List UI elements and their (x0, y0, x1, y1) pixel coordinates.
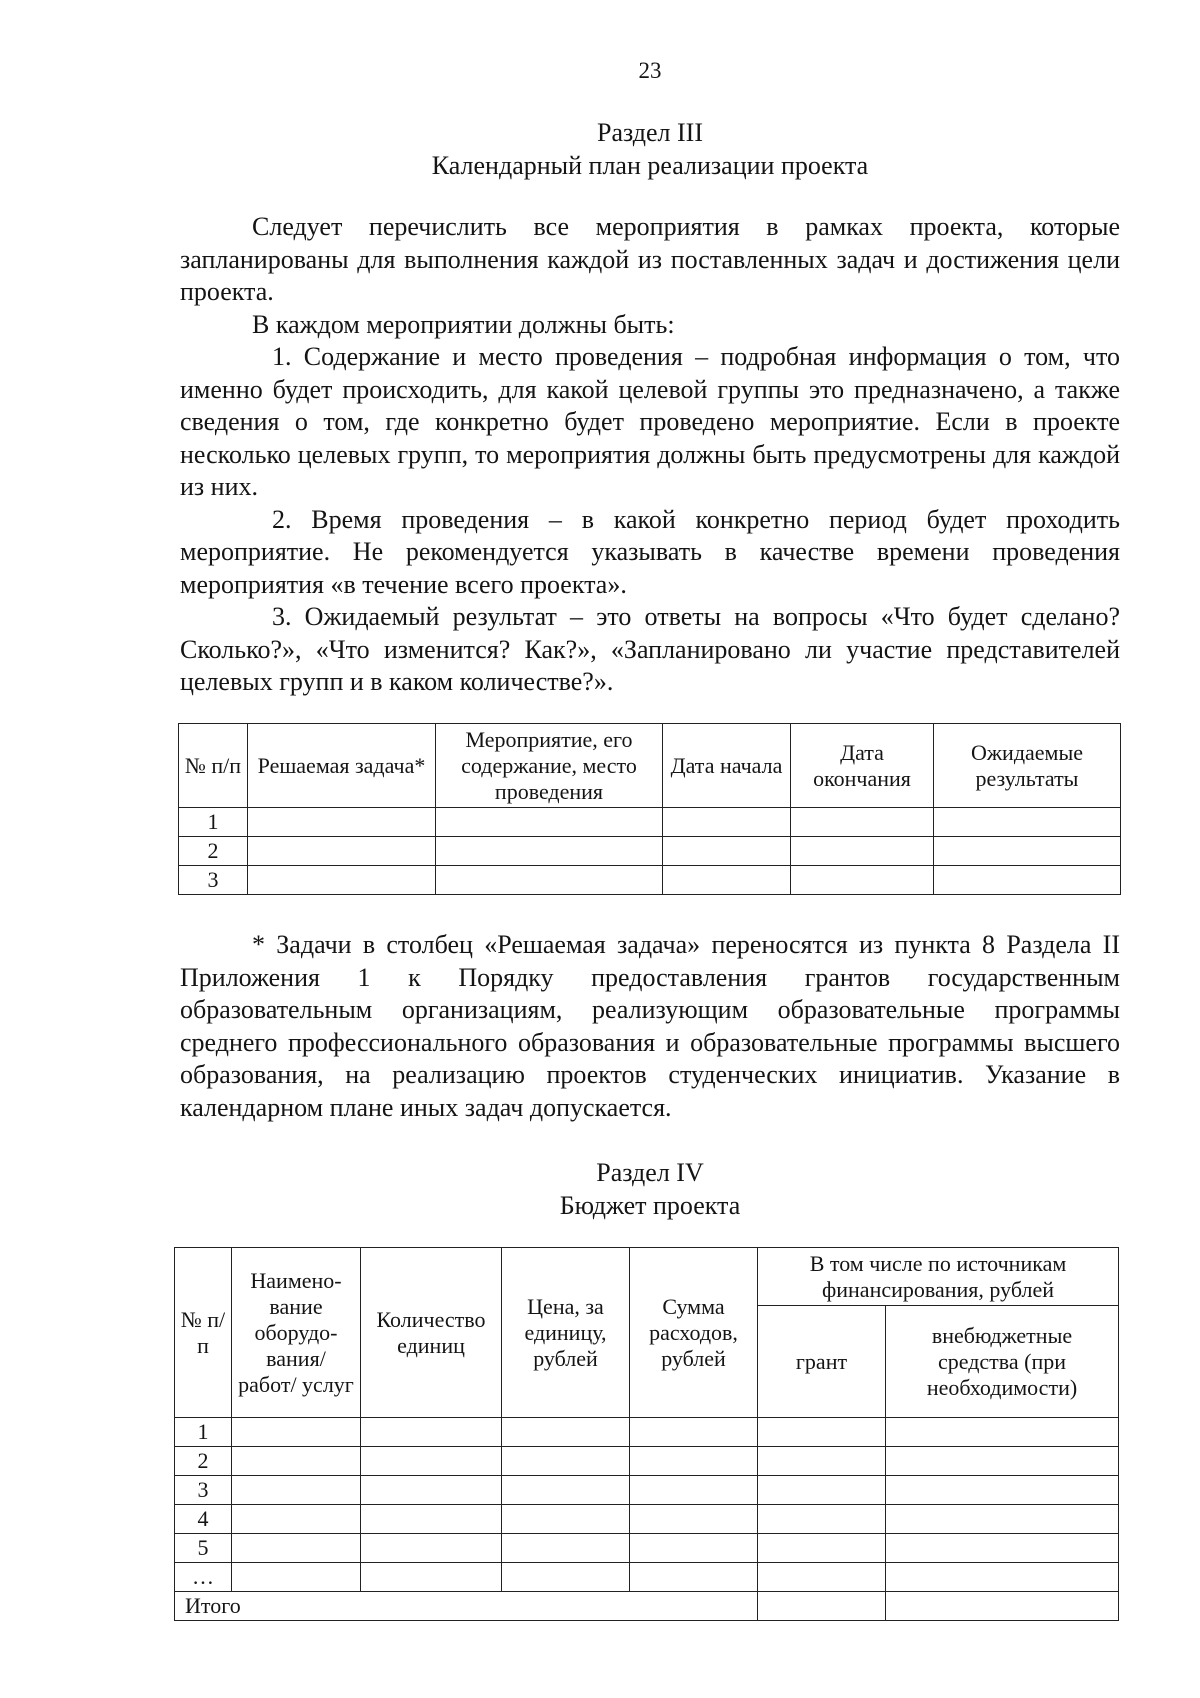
header-start-date: Дата начала (663, 724, 791, 808)
table-cell (436, 837, 663, 866)
row-number: 3 (179, 866, 248, 895)
total-row (175, 1592, 1119, 1621)
table-cell (361, 1534, 502, 1563)
table-cell (232, 1534, 361, 1563)
table-cell (436, 808, 663, 837)
table-cell (248, 866, 436, 895)
table-cell (758, 1476, 886, 1505)
header-event: Мероприятие, его содержание, место проведения (436, 724, 663, 808)
table-cell (934, 808, 1121, 837)
row-number: 5 (175, 1534, 232, 1563)
row-number: 3 (175, 1476, 232, 1505)
table-cell (934, 837, 1121, 866)
table-cell (630, 1447, 758, 1476)
total-label: Итого (175, 1592, 758, 1621)
section-4-title: Раздел IV (596, 1158, 704, 1187)
table-cell (502, 1505, 630, 1534)
table-cell (663, 837, 791, 866)
footnote-block (180, 929, 1120, 1124)
table-cell (630, 1505, 758, 1534)
table-cell (886, 1418, 1119, 1447)
table-cell (886, 1563, 1119, 1592)
header-funding-sources: В том числе по источникам финансирования, рублей (758, 1248, 1119, 1306)
table-cell (361, 1418, 502, 1447)
table-cell (248, 808, 436, 837)
table-cell (758, 1592, 886, 1621)
table-cell (630, 1563, 758, 1592)
calendar-plan-table (178, 723, 1121, 895)
table-cell (502, 1476, 630, 1505)
paragraph-item-1: 1. Содержание и место проведения – подробная информация о том, что именно будет происходить, для какой целевой группы это предназначено, а также сведения о том, где конкретно будет проведено мероприятие. Если в проекте несколько целевых групп, то мероприятия должны быть предусмотрены для каждой из них. (180, 342, 1120, 501)
table-cell (791, 808, 934, 837)
table-row (175, 1476, 1119, 1505)
row-number: 1 (179, 808, 248, 837)
row-number: 1 (175, 1418, 232, 1447)
header-item-name: Наимено-вание оборудо-вания/ работ/ услуг (232, 1248, 361, 1418)
table-header-row (175, 1248, 1119, 1306)
section-4-subtitle: Бюджет проекта (559, 1191, 741, 1220)
row-number: 2 (179, 837, 248, 866)
paragraph-item-3: 3. Ожидаемый результат – это ответы на вопросы «Что будет сделано? Сколько?», «Что изменится? Как?», «Запланировано ли участие представителей целевых групп и в каком количестве?». (180, 602, 1120, 696)
table-cell (630, 1534, 758, 1563)
table-cell (791, 866, 934, 895)
table-cell (630, 1476, 758, 1505)
table-cell (361, 1476, 502, 1505)
table-cell (361, 1447, 502, 1476)
table-row (179, 837, 1121, 866)
header-quantity: Количество единиц (361, 1248, 502, 1418)
table-cell (758, 1447, 886, 1476)
table-row (175, 1534, 1119, 1563)
table-cell (502, 1563, 630, 1592)
table-row (175, 1563, 1119, 1592)
table-cell (502, 1534, 630, 1563)
table-cell (232, 1447, 361, 1476)
table-cell (663, 866, 791, 895)
header-number: № п/п (175, 1248, 232, 1418)
header-extra-budget: внебюджетные средства (при необходимости) (886, 1306, 1119, 1418)
section-3-title: Раздел III (596, 118, 704, 147)
table-row (179, 866, 1121, 895)
row-number: … (175, 1563, 232, 1592)
row-number: 4 (175, 1505, 232, 1534)
table-cell (886, 1447, 1119, 1476)
table-cell (886, 1592, 1119, 1621)
table-cell (232, 1505, 361, 1534)
row-number: 2 (175, 1447, 232, 1476)
table-cell (232, 1418, 361, 1447)
header-grant: грант (758, 1306, 886, 1418)
budget-table (174, 1247, 1119, 1621)
table-cell (361, 1563, 502, 1592)
table-cell (232, 1563, 361, 1592)
table-row (175, 1418, 1119, 1447)
table-cell (886, 1476, 1119, 1505)
header-results: Ожидаемые результаты (934, 724, 1121, 808)
table-row (175, 1505, 1119, 1534)
table-cell (248, 837, 436, 866)
header-total-cost: Сумма расходов, рублей (630, 1248, 758, 1418)
section-3-body (180, 211, 1120, 699)
table-cell (630, 1418, 758, 1447)
section-3-subtitle: Календарный план реализации проекта (431, 151, 869, 180)
table-cell (758, 1534, 886, 1563)
table-cell (663, 808, 791, 837)
table-row (175, 1447, 1119, 1476)
footnote: * Задачи в столбец «Решаемая задача» переносятся из пункта 8 Раздела II Приложения 1 к Порядку предоставления грантов государственным образовательным организациям, реализующим образовательные программы среднего профессионального образования и образовательные программы высшего образования, на реализацию проектов студенческих инициатив. Указание в календарном плане иных задач допускается. (180, 930, 1120, 1122)
table-cell (934, 866, 1121, 895)
table-cell (502, 1447, 630, 1476)
table-header-row (179, 724, 1121, 808)
header-end-date: Дата окончания (791, 724, 934, 808)
table-cell (886, 1505, 1119, 1534)
table-cell (758, 1563, 886, 1592)
table-cell (758, 1505, 886, 1534)
table-cell (758, 1418, 886, 1447)
paragraph-item-2: 2. Время проведения – в какой конкретно период будет проходить мероприятие. Не рекомендуется указывать в качестве времени проведения мероприятия «в течение всего проекта». (180, 504, 1120, 599)
header-unit-price: Цена, за единицу, рублей (502, 1248, 630, 1418)
page-number: 23 (638, 58, 662, 83)
table-cell (791, 837, 934, 866)
table-row (179, 808, 1121, 837)
table-cell (361, 1505, 502, 1534)
header-task: Решаемая задача* (248, 724, 436, 808)
table-cell (436, 866, 663, 895)
table-cell (232, 1476, 361, 1505)
table-cell (886, 1534, 1119, 1563)
header-number: № п/п (179, 724, 248, 808)
table-cell (502, 1418, 630, 1447)
paragraph-requirements: В каждом мероприятии должны быть: (252, 309, 675, 339)
paragraph-intro: Следует перечислить все мероприятия в рамках проекта, которые запланированы для выполнения каждой из поставленных задач и достижения цели проекта. (180, 212, 1120, 306)
